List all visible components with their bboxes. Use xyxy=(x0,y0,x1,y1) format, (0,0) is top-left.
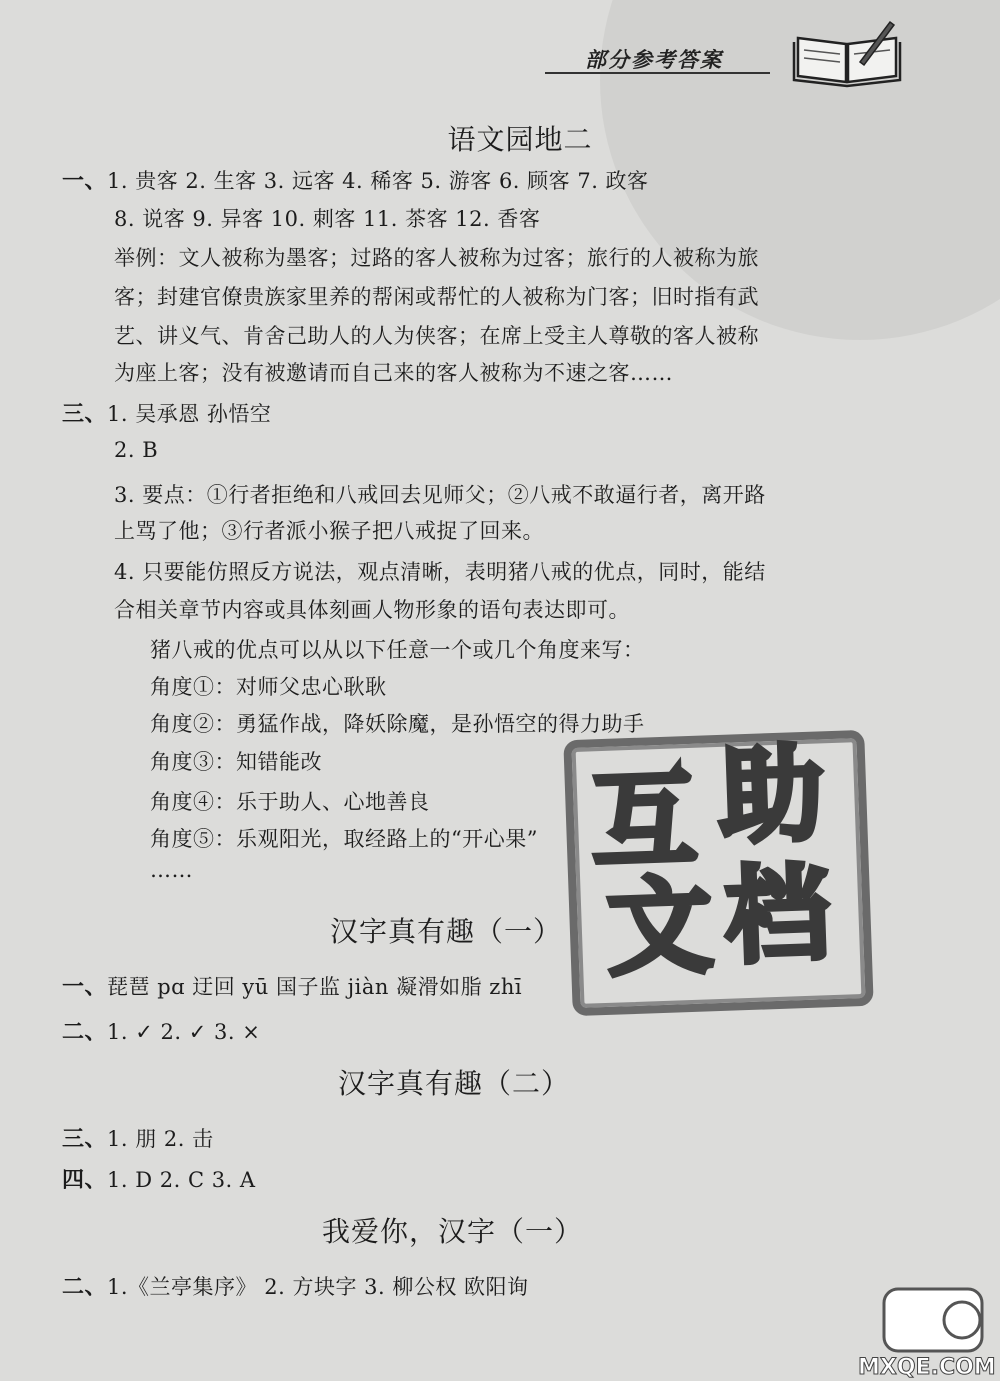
stamp-char: 档 xyxy=(723,852,832,978)
answer-line: 客；封建官僚贵族家里养的帮闲或帮忙的人被称为门客；旧时指有武 xyxy=(114,285,759,309)
answer-line: 一、琵琶 pɑ 迂回 yū 国子监 jiàn 凝滑如脂 zhī xyxy=(62,974,523,1000)
stamp-char: 助 xyxy=(717,732,826,858)
answer-line: …… xyxy=(150,858,193,882)
answer-line: 合相关章节内容或具体刻画人物形象的语句表达即可。 xyxy=(114,598,630,622)
answer-line: 三、1. 朋 2. 击 xyxy=(62,1126,214,1152)
answer-line: 一、1. 贵客 2. 生客 3. 远客 4. 稀客 5. 游客 6. 顾客 7. 政客 xyxy=(62,168,649,194)
answer-line: 3. 要点：①行者拒绝和八戒回去见师父；②八戒不敢逼行者，离开路 xyxy=(114,483,766,507)
answer-line: 8. 说客 9. 异客 10. 刺客 11. 茶客 12. 香客 xyxy=(114,207,541,231)
answer-line: 角度③：知错能改 xyxy=(150,750,322,774)
watermark-site: MXQE.COM xyxy=(858,1355,996,1380)
answer-line: 角度⑤：乐观阳光，取经路上的“开心果” xyxy=(150,827,538,851)
answer-line: 艺、讲义气、肯舍己助人的人为侠客；在席上受主人尊敬的客人被称 xyxy=(114,324,759,348)
header-rule xyxy=(545,72,770,74)
stamp-char: 互 xyxy=(589,756,699,883)
answer-line: 三、1. 吴承恩 孙悟空 xyxy=(62,401,272,427)
open-book-pen-icon xyxy=(790,18,905,88)
answer-line: 2. B xyxy=(114,438,159,462)
answer-line: 角度②：勇猛作战，降妖除魔，是孙悟空的得力助手 xyxy=(150,712,645,736)
header-label: 部分参考答案 xyxy=(585,47,723,72)
answer-line: 二、1. ✓ 2. ✓ 3. × xyxy=(62,1019,261,1045)
answer-line: 二、1.《兰亭集序》 2. 方块字 3. 柳公权 欧阳询 xyxy=(62,1274,529,1300)
answer-line: 上骂了他；③行者派小猴子把八戒捉了回来。 xyxy=(114,519,544,543)
stamp-char: 文 xyxy=(605,864,714,990)
answer-line: 四、1. D 2. C 3. A xyxy=(62,1167,256,1193)
section-title: 汉字真有趣（一） xyxy=(330,915,563,948)
answer-line: 猪八戒的优点可以从以下任意一个或几个角度来写： xyxy=(150,638,645,662)
answer-line: 为座上客；没有被邀请而自己来的客人被称为不速之客…… xyxy=(114,361,673,385)
section-title: 汉字真有趣（二） xyxy=(338,1067,571,1100)
answer-line: 角度①：对师父忠心耿耿 xyxy=(150,675,387,699)
stamp-seal xyxy=(563,730,873,1016)
section-title: 语文园地二 xyxy=(447,123,593,156)
section-title: 我爱你，汉字（一） xyxy=(322,1215,584,1248)
answer-line: 角度④：乐于助人、心地善良 xyxy=(150,790,430,814)
answer-line: 4. 只要能仿照反方说法，观点清晰，表明猪八戒的优点，同时，能结 xyxy=(114,560,766,584)
answer-line: 举例：文人被称为墨客；过路的客人被称为过客；旅行的人被称为旅 xyxy=(114,246,759,270)
